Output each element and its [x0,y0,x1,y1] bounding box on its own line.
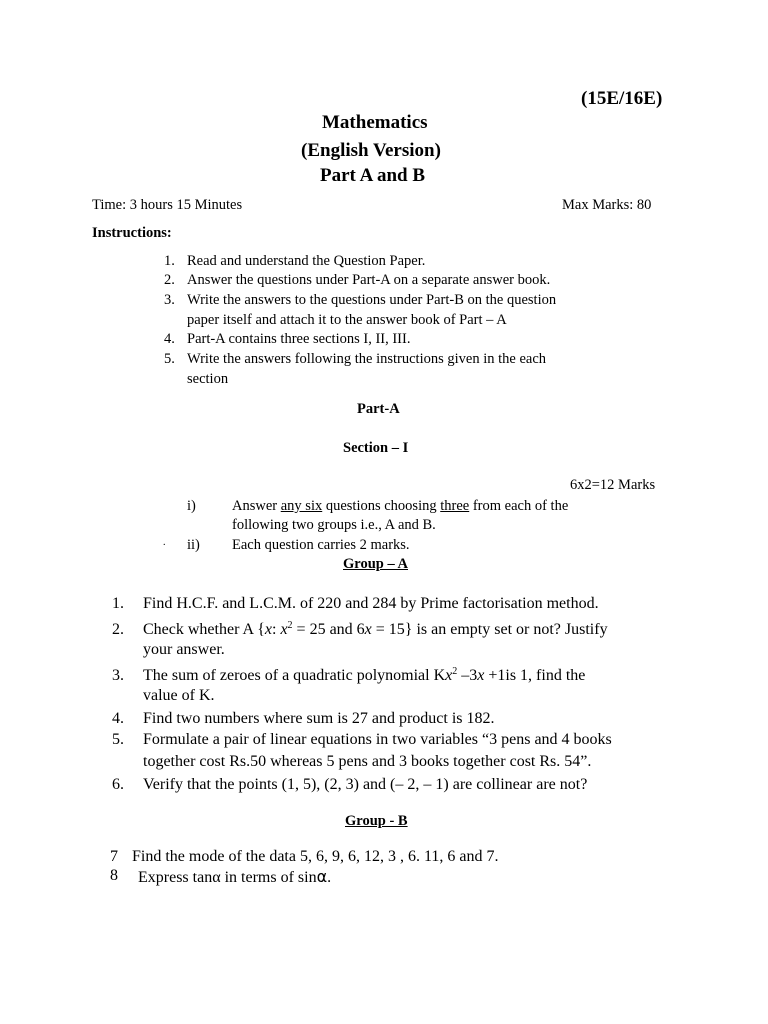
parts-title: Part A and B [320,165,426,186]
question-text: The sum of zeroes of a quadratic polynomial Kx$^2$ –3x +1is 1, find the [143,666,586,684]
question-number: 1. [112,595,124,612]
question-text: Formulate a pair of linear equations in two variables “3 pens and 4 books [143,731,612,748]
instruction-number: 5. [164,351,175,367]
question-number: 8 [110,867,118,884]
rule-text: Each question carries 2 marks. [232,537,410,553]
question-number: 2. [112,621,124,638]
max-marks: Max Marks: 80 [562,197,652,213]
group-b-title: Group - B [345,813,408,829]
instruction-text: Write the answers following the instructions given in the each [187,351,547,367]
question-text: value of K. [143,687,215,704]
instruction-text: section [187,371,229,387]
instruction-text: Write the answers to the questions under Part-B on the question [187,292,557,308]
instruction-number: 1. [164,253,175,269]
time-allowed: Time: 3 hours 15 Minutes [92,197,243,213]
paper-code: (15E/16E) [581,88,663,109]
question-text: Find two numbers where sum is 27 and product is 182. [143,710,495,727]
instructions-heading: Instructions: [92,225,172,241]
question-text: your answer. [143,641,225,658]
question-text: Find the mode of the data 5, 6, 9, 6, 12, 3 , 6. 11, 6 and 7. [132,848,499,865]
question-number: 4. [112,710,124,727]
instruction-text: Part-A contains three sections I, II, III. [187,331,411,347]
rule-text: following two groups i.e., A and B. [232,517,436,533]
version-title: (English Version) [301,140,441,161]
question-text: Express tanα in terms of sinα. [138,867,332,886]
instruction-text: Answer the questions under Part-A on a separate answer book. [187,272,551,288]
part-a-title: Part-A [357,401,400,417]
instruction-text: Read and understand the Question Paper. [187,253,426,269]
question-text: Check whether A {x: $x^2 = 25$ and 6x = 15} is an empty set or not? Justify [143,620,608,638]
question-number: 5. [112,731,124,748]
instruction-text: paper itself and attach it to the answer book of Part – A [187,312,507,328]
question-text: together cost Rs.50 whereas 5 pens and 3 books together cost Rs. 54”. [143,753,592,770]
section-marks: 6x2=12 Marks [570,477,656,493]
rule-text: Answer any six questions choosing three from each of the [232,498,569,514]
instruction-number: 3. [164,292,175,308]
question-text: Verify that the points (1, 5), (2, 3) and (– 2, – 1) are collinear are not? [143,776,588,793]
rule-number: ii) [187,537,200,553]
instruction-number: 2. [164,272,175,288]
group-a-title: Group – A [343,556,409,572]
stray-dot: . [163,537,166,548]
question-number: 6. [112,776,124,793]
section-title: Section – I [343,440,409,456]
question-text: Find H.C.F. and L.C.M. of 220 and 284 by Prime factorisation method. [143,595,599,612]
rule-number: i) [187,498,196,514]
question-number: 7 [110,848,118,865]
instruction-number: 4. [164,331,175,347]
subject-title: Mathematics [322,112,428,133]
question-number: 3. [112,667,124,684]
